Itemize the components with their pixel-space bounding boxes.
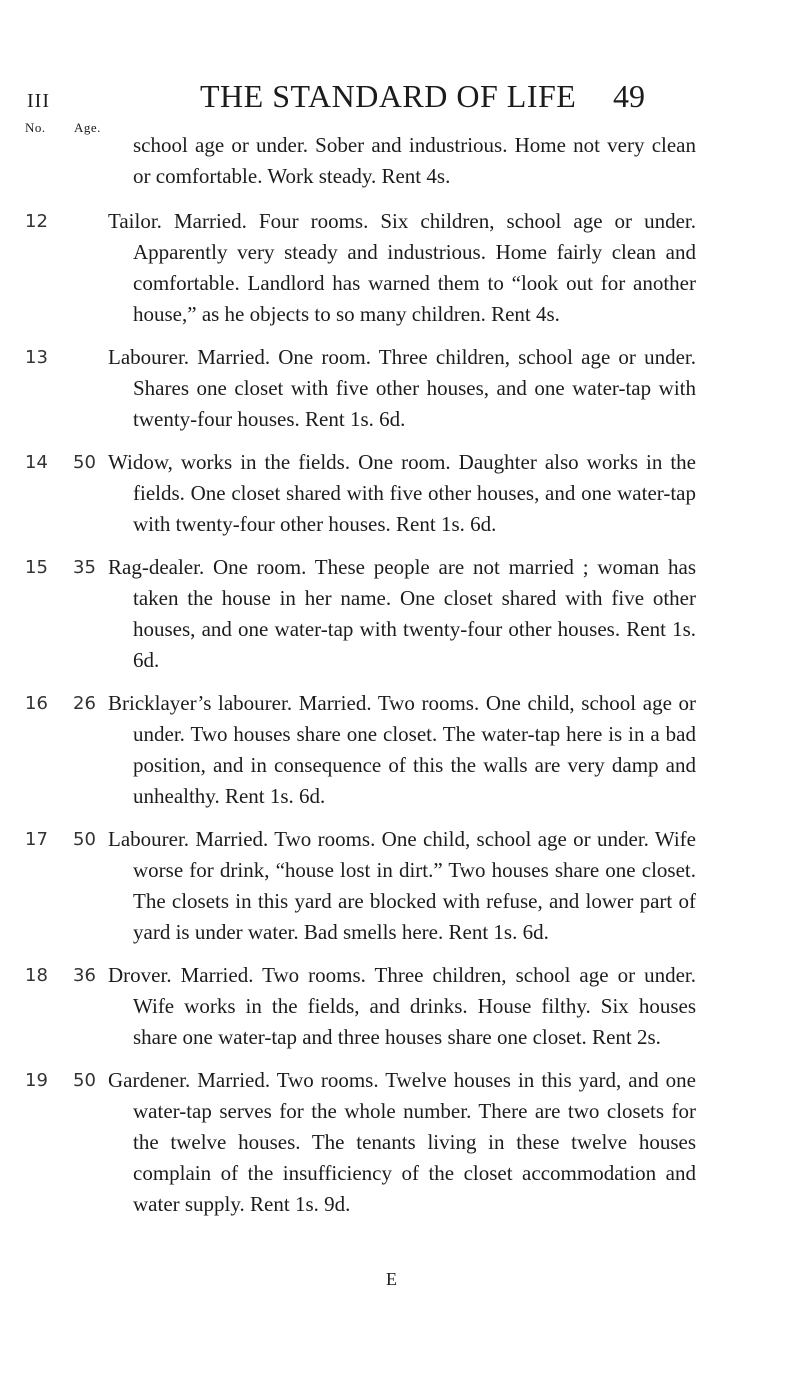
household-entry: [0, 130, 800, 192]
entry-age: 50: [73, 452, 96, 473]
household-entry: [0, 447, 800, 540]
column-heading-no: No.: [25, 120, 46, 135]
household-entry: [0, 342, 800, 435]
entry-text: Tailor. Married. Four rooms. Six children, school age or under. Apparently very steady and industrious. Home fairly clean and comfortable. Landlord has warned them to “look out for another house,” as he objects to so many children. Rent 4s.: [108, 209, 696, 326]
entry-text: Labourer. Married. One room. Three children, school age or under. Shares one closet with five other houses, and one water-tap with twenty-four houses. Rent 1s. 6d.: [108, 345, 696, 431]
entry-text: Rag-dealer. One room. These people are not married ; woman has taken the house in her name. One closet shared with five other houses, and one water-tap with twenty-four other houses. Rent 1s. 6d.: [108, 555, 696, 672]
entry-text: Bricklayer’s labourer. Married. Two rooms. One child, school age or under. Two houses share one closet. The water-tap here is in a bad position, and in consequence of this the walls are very damp and unhealthy. Rent 1s. 6d.: [108, 691, 696, 808]
entry-number: 13: [25, 347, 48, 368]
chapter-number: III: [27, 90, 50, 112]
entry-age: 50: [73, 829, 96, 850]
household-entry: [0, 552, 800, 676]
household-entry: [0, 688, 800, 812]
entry-text: school age or under. Sober and industrious. Home not very clean or comfortable. Work steady. Rent 4s.: [133, 133, 696, 188]
entry-number: 12: [25, 211, 48, 232]
entry-age: 26: [73, 693, 96, 714]
household-entries: [0, 130, 800, 1232]
entry-age: 36: [73, 965, 96, 986]
signature-mark: E: [386, 1269, 397, 1289]
entry-text: Drover. Married. Two rooms. Three children, school age or under. Wife works in the fields, and drinks. House filthy. Six houses share one water-tap and three houses share one closet. Rent 2s.: [108, 963, 696, 1049]
household-entry: [0, 206, 800, 330]
entry-number: 19: [25, 1070, 48, 1091]
entry-number: 17: [25, 829, 48, 850]
entry-age: 35: [73, 557, 96, 578]
running-title: THE STANDARD OF LIFE: [200, 78, 577, 114]
household-entry: [0, 960, 800, 1053]
entry-text: Labourer. Married. Two rooms. One child, school age or under. Wife worse for drink, “house lost in dirt.” Two houses share one closet. The closets in this yard are blocked with refuse, and lower part of yard is under water. Bad smells here. Rent 1s. 6d.: [108, 827, 696, 944]
entry-age: 50: [73, 1070, 96, 1091]
entry-text: Widow, works in the fields. One room. Daughter also works in the fields. One closet shared with five other houses, and one water-tap with twenty-four other houses. Rent 1s. 6d.: [108, 450, 696, 536]
household-entry: [0, 824, 800, 948]
entry-number: 16: [25, 693, 48, 714]
page-header: [0, 78, 800, 118]
page-number: 49: [613, 78, 645, 114]
entry-number: 15: [25, 557, 48, 578]
entry-number: 14: [25, 452, 48, 473]
column-heading-age: Age.: [74, 120, 101, 135]
entry-text: Gardener. Married. Two rooms. Twelve houses in this yard, and one water-tap serves for the whole number. There are two closets for the twelve houses. The tenants living in these twelve houses complain of the insufficiency of the closet accommodation and water supply. Rent 1s. 9d.: [108, 1068, 696, 1216]
household-entry: [0, 1065, 800, 1220]
entry-number: 18: [25, 965, 48, 986]
